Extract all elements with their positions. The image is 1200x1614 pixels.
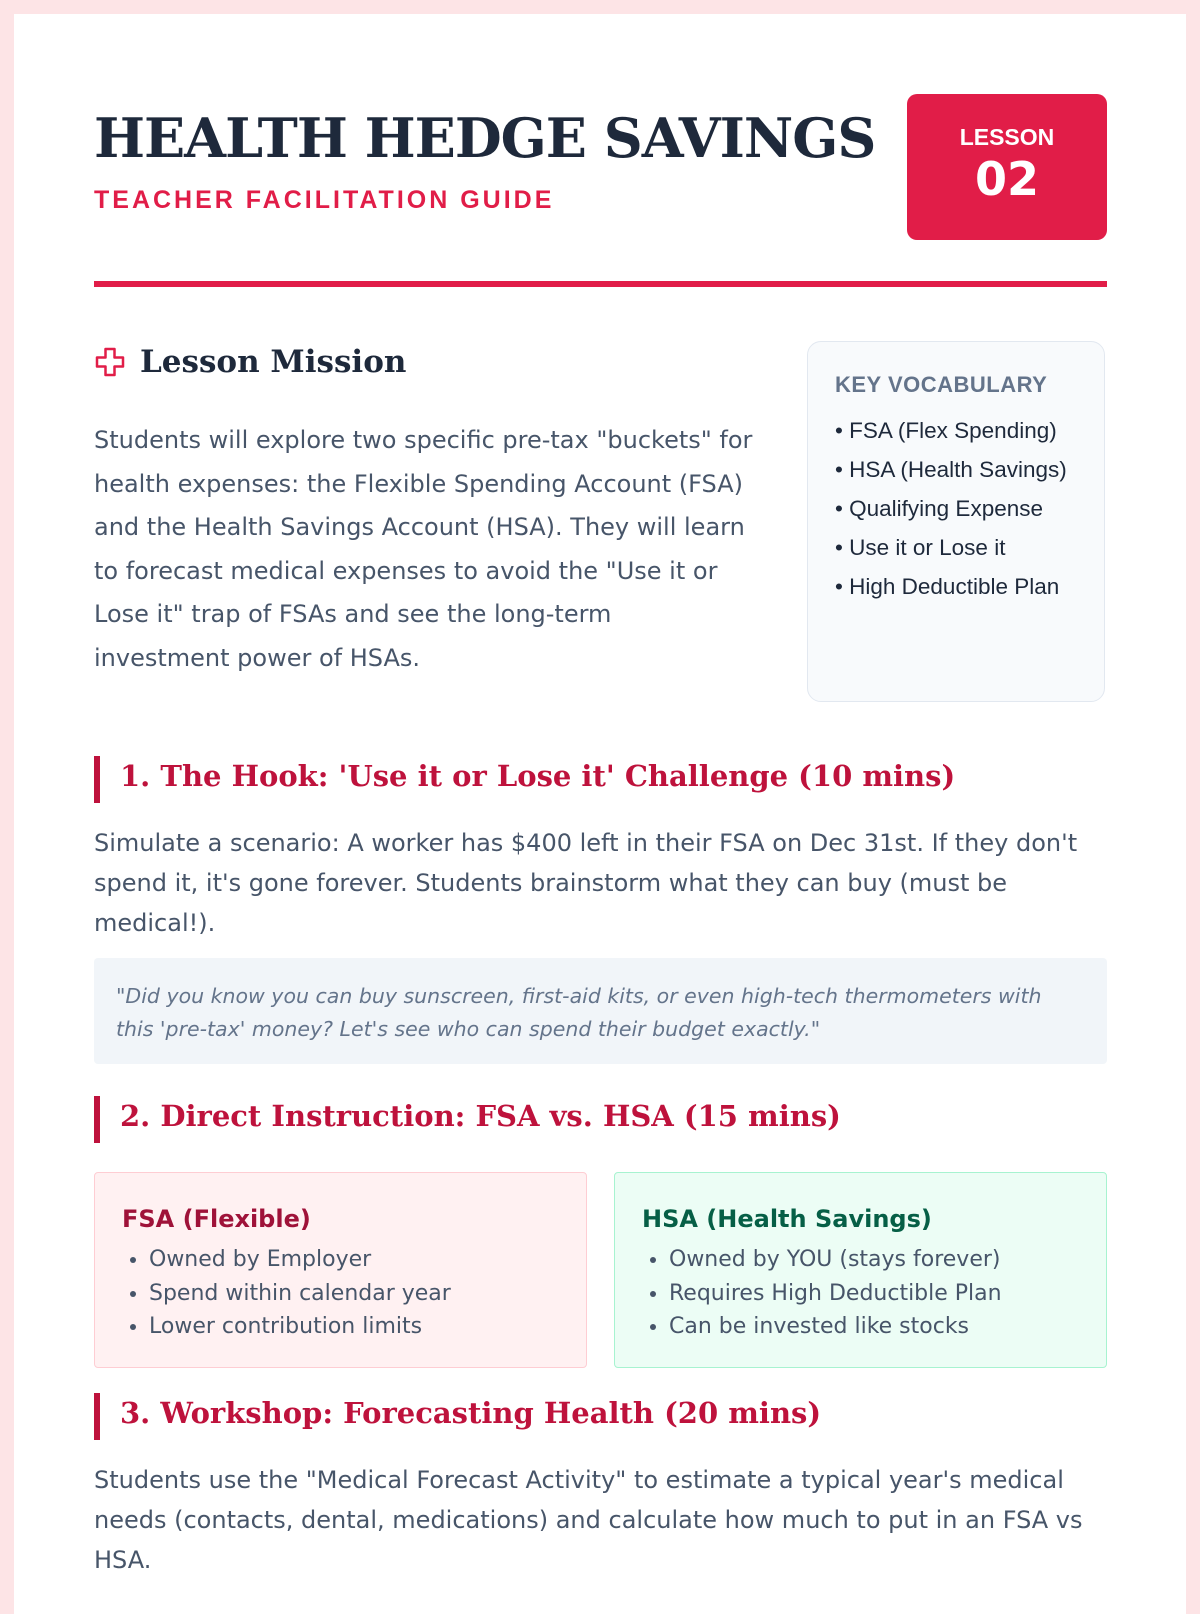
hook-quote-text: "Did you know you can buy sunscreen, first-aid kits, or even high-tech thermometers with this 'pre-tax' money? Let's see who can spend their budget exactly." — [116, 984, 1042, 1041]
header-divider — [94, 281, 1107, 287]
fsa-card — [94, 1172, 587, 1368]
hook-quote — [94, 958, 1107, 1064]
fsa-card-item: • Lower contribution limits — [149, 1310, 451, 1344]
vocabulary-title: KEY VOCABULARY — [835, 372, 1048, 397]
vocabulary-item: • FSA (Flex Spending) — [835, 418, 1057, 443]
vocabulary-box — [807, 341, 1105, 702]
section-workshop-title: 3. Workshop: Forecasting Health (20 mins) — [120, 1396, 822, 1430]
fsa-card-title: FSA (Flexible) — [122, 1205, 311, 1233]
fsa-card-list — [122, 1243, 451, 1344]
section-hook-title: 1. The Hook: 'Use it or Lose it' Challenge (10 mins) — [120, 759, 956, 793]
hsa-card-item: • Owned by YOU (stays forever) — [669, 1243, 1002, 1277]
lesson-number: 02 — [974, 152, 1039, 206]
section-hook-text: Simulate a scenario: A worker has $400 left in their FSA on Dec 31st. If they don't spend it, it's gone forever. Students brainstorm what they can buy (must be medical!). — [94, 829, 1078, 937]
mission-header — [94, 344, 406, 380]
section-workshop-heading — [94, 1393, 1107, 1440]
hsa-card — [614, 1172, 1107, 1368]
medical-cross-icon — [94, 346, 126, 378]
hsa-card-item: • Can be invested like stocks — [669, 1310, 1002, 1344]
mission-title: Lesson Mission — [140, 344, 407, 380]
section-hook-heading — [94, 756, 1107, 803]
vocabulary-item: • HSA (Health Savings) — [835, 457, 1067, 482]
vocabulary-item: • Qualifying Expense — [835, 496, 1043, 521]
section-instruction-heading — [94, 1096, 1107, 1143]
fsa-card-item: • Spend within calendar year — [149, 1277, 451, 1311]
lesson-label: LESSON — [959, 124, 1055, 150]
hsa-card-list — [642, 1243, 1002, 1344]
hsa-card-item: • Requires High Deductible Plan — [669, 1277, 1002, 1311]
vocabulary-item: • Use it or Lose it — [835, 535, 1006, 560]
lesson-badge — [907, 94, 1107, 240]
hsa-card-title: HSA (Health Savings) — [642, 1205, 932, 1233]
section-workshop-text: Students use the "Medical Forecast Activity" to estimate a typical year's medical needs (contacts, dental, medications) and calculate how much to put in an FSA vs HSA. — [94, 1466, 1083, 1574]
lesson-page — [14, 14, 1186, 1614]
mission-text: Students will explore two specific pre-tax "buckets" for health expenses: the Flexible Spending Account (FSA) and the Health Savings Account (HSA). They will learn to forecast medical expenses to avoid the "Use it or Lose it" trap of FSAs and see the long-term investment power of HSAs. — [94, 426, 753, 672]
page-subtitle: TEACHER FACILITATION GUIDE — [94, 186, 555, 214]
section-instruction-title: 2. Direct Instruction: FSA vs. HSA (15 mins) — [120, 1099, 841, 1133]
vocabulary-list — [835, 414, 1095, 609]
page-title: HEALTH HEDGE SAVINGS — [94, 106, 876, 170]
fsa-card-item: • Owned by Employer — [149, 1243, 451, 1277]
vocabulary-item: • High Deductible Plan — [835, 574, 1060, 599]
